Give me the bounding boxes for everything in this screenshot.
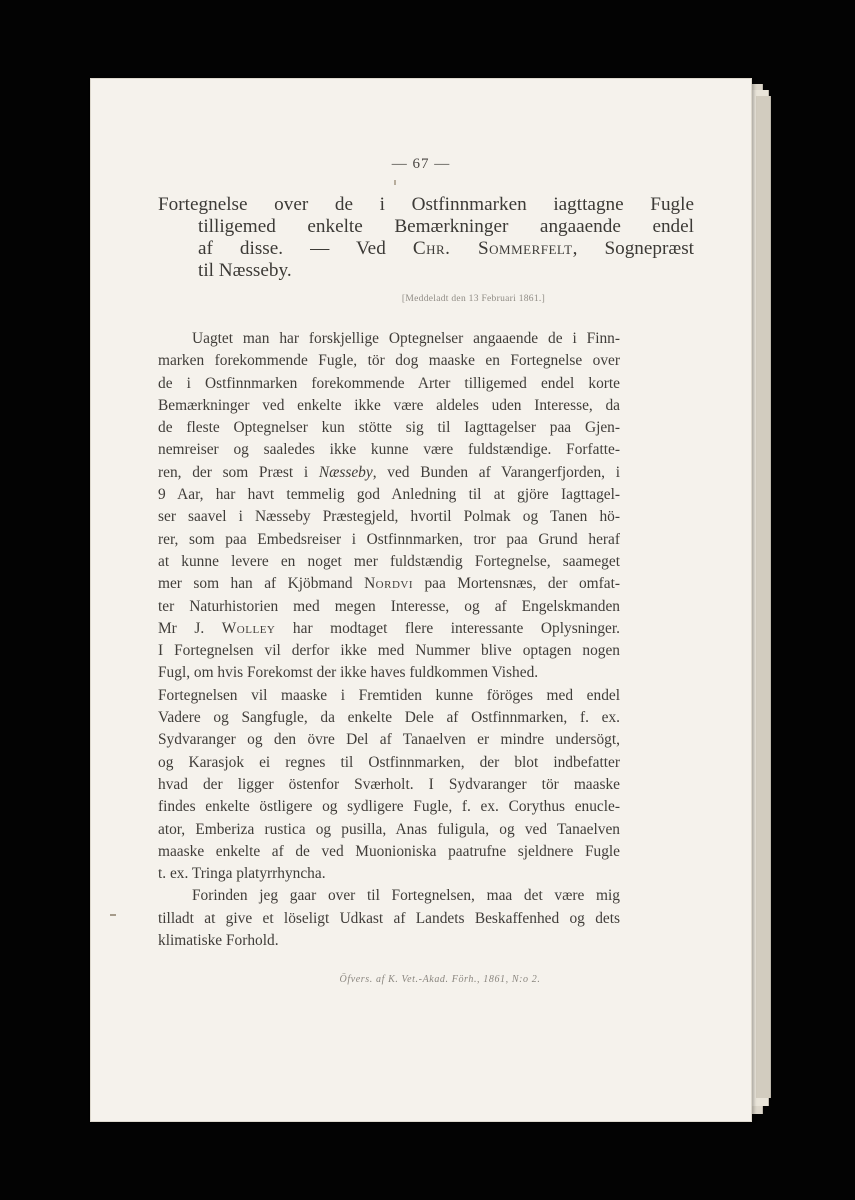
text-line: findes enkelte östligere og sydligere Fugle, f. ex. Corythus enucle- bbox=[158, 798, 620, 816]
text-line: ren, der som Præst i Næsseby, ved Bunden af Varangerfjorden, i bbox=[158, 463, 620, 481]
print-mark bbox=[110, 914, 116, 916]
text-line: at kunne levere en noget mer fuldstændig Fortegnelse, saameget bbox=[158, 552, 620, 570]
text-line: t. ex. Tringa platyrrhyncha. bbox=[158, 865, 326, 883]
title-line: tilligemed enkelte Bemærkninger angaaende endel bbox=[198, 216, 694, 237]
communication-date: [Meddeladt den 13 Februari 1861.] bbox=[401, 294, 546, 304]
text-line: Mr J. Wolley har modtaget flere interessante Oplysninger. bbox=[158, 619, 620, 637]
text-line: ter Naturhistorien med megen Interesse, og af Engelskmanden bbox=[158, 597, 620, 615]
text-line: mer som han af Kjöbmand Nordvi paa Mortensnæs, der omfat- bbox=[158, 575, 620, 593]
text-line: de fleste Optegnelser kun stötte sig til Iagttagelser paa Gjen- bbox=[158, 419, 620, 437]
text-line: Forinden jeg gaar over til Fortegnelsen, maa det være mig bbox=[192, 887, 620, 905]
text-line: og Karasjok ei regnes til Ostfinnmarken, der blot indbefatter bbox=[158, 753, 620, 771]
person-name: Wolley bbox=[221, 619, 276, 637]
document-page bbox=[90, 78, 752, 1122]
place-name: Næsseby bbox=[318, 463, 373, 481]
text-line: nemreiser og saaledes ikke kunne være fuldstændige. Forfatte- bbox=[158, 441, 620, 459]
text-line: ser saavel i Næsseby Præstegjeld, hvortil Polmak og Tanen hö- bbox=[158, 508, 620, 526]
text-line: Fugl, om hvis Forekomst der ikke haves fuldkommen Vished. bbox=[158, 664, 539, 682]
body-text bbox=[158, 328, 620, 952]
page-number: — 67 — bbox=[391, 156, 451, 172]
page-edge bbox=[756, 96, 771, 1098]
text-line: 9 Aar, har havt temmelig god Anledning til at gjöre Iagttagel- bbox=[158, 486, 620, 504]
text-line: Sydvaranger og den övre Del af Tanaelven er mindre undersögt, bbox=[158, 731, 620, 749]
text-line: klimatiske Forhold. bbox=[158, 932, 279, 950]
article-title bbox=[158, 194, 694, 282]
text-line: I Fortegnelsen vil derfor ikke med Nummer blive optagen nogen bbox=[158, 642, 620, 660]
text-line: rer, som paa Embedsreiser i Ostfinnmarken, tror paa Grund heraf bbox=[158, 530, 620, 548]
author-name: Chr. Sommerfelt bbox=[412, 238, 573, 259]
person-name: Nordvi bbox=[364, 575, 414, 593]
text-line: Uagtet man har forskjellige Optegnelser angaaende de i Finn- bbox=[192, 330, 620, 347]
text-line: hvad der ligger östenfor Sværholt. I Sydvaranger tör maaske bbox=[158, 775, 620, 793]
print-mark bbox=[394, 180, 396, 185]
text-line: Vadere og Sangfugle, da enkelte Dele af Ostfinnmarken, f. ex. bbox=[158, 709, 620, 727]
text-line: tilladt at give et löseligt Udkast af Landets Beskaffenhed og dets bbox=[158, 909, 620, 927]
text-line: maaske enkelte af de ved Muonioniska paatrufne sjeldnere Fugle bbox=[158, 842, 620, 860]
title-line: Fortegnelse over de i Ostfinnmarken iagttagne Fugle bbox=[158, 194, 694, 215]
text-line: Bemærkninger ved enkelte ikke være aldeles uden Interesse, da bbox=[158, 396, 620, 414]
title-line: til Næsseby. bbox=[198, 260, 292, 281]
text-line: de i Ostfinnmarken forekommende Arter tilligemed endel korte bbox=[158, 374, 620, 392]
text-line: ator, Emberiza rustica og pusilla, Anas fuligula, og ved Tanaelven bbox=[158, 820, 620, 838]
text-line: marken forekommende Fugle, tör dog maaske en Fortegnelse over bbox=[158, 352, 620, 370]
journal-signature: Öfvers. af K. Vet.-Akad. Förh., 1861, N:o 2. bbox=[339, 974, 541, 985]
title-line: af disse. — Ved Chr. Sommerfelt, Sognepræst bbox=[198, 238, 694, 259]
text-line: Fortegnelsen vil maaske i Fremtiden kunne föröges med endel bbox=[158, 686, 620, 704]
